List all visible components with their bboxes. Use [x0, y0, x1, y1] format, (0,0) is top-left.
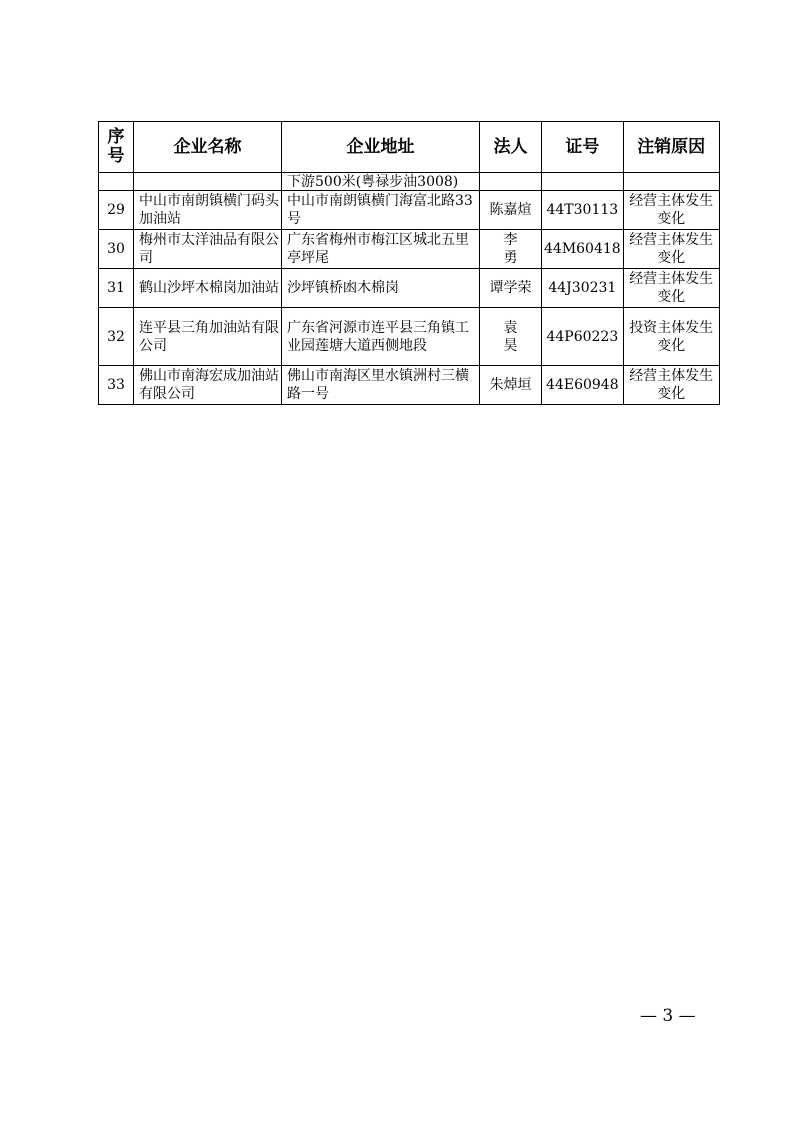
table-row — [99, 308, 720, 366]
cell-license-no — [542, 173, 624, 191]
cell-license-no: 44T30113 — [542, 191, 624, 230]
cell-legal-rep: 谭学荣 — [480, 269, 542, 308]
cell-legal-rep: 陈嘉煊 — [480, 191, 542, 230]
cell-license-no: 44E60948 — [542, 366, 624, 405]
cell-reason: 经营主体发生变化 — [623, 269, 719, 308]
cell-seq: 30 — [99, 230, 134, 269]
cell-company-name: 佛山市南海宏成加油站有限公司 — [134, 366, 282, 405]
header-reason: 注销原因 — [623, 122, 719, 173]
deregistration-table — [98, 121, 720, 405]
table-header-row — [99, 122, 720, 173]
cell-company-name: 鹤山沙坪木棉岗加油站 — [134, 269, 282, 308]
cell-company-name — [134, 173, 282, 191]
cell-company-address: 广东省梅州市梅江区城北五里亭坪尾 — [282, 230, 480, 269]
cell-company-address: 广东省河源市连平县三角镇工业园莲塘大道西侧地段 — [282, 308, 480, 366]
cell-company-address: 下游500米(粤禄步油3008) — [282, 173, 480, 191]
cell-reason: 经营主体发生变化 — [623, 191, 719, 230]
cell-legal-rep: 朱焯垣 — [480, 366, 542, 405]
header-company-address: 企业地址 — [282, 122, 480, 173]
cell-company-name: 连平县三角加油站有限公司 — [134, 308, 282, 366]
header-company-name: 企业名称 — [134, 122, 282, 173]
cell-company-address: 中山市南朗镇横门海富北路33号 — [282, 191, 480, 230]
cell-seq: 29 — [99, 191, 134, 230]
cell-company-name: 梅州市太洋油品有限公司 — [134, 230, 282, 269]
table-row — [99, 366, 720, 405]
cell-license-no: 44P60223 — [542, 308, 624, 366]
cell-seq — [99, 173, 134, 191]
cell-reason — [623, 173, 719, 191]
cell-reason: 投资主体发生变化 — [623, 308, 719, 366]
cell-company-address: 沙坪镇桥凼木棉岗 — [282, 269, 480, 308]
table-row-continuation — [99, 173, 720, 191]
cell-company-name: 中山市南朗镇横门码头加油站 — [134, 191, 282, 230]
cell-seq: 32 — [99, 308, 134, 366]
header-legal-rep: 法人 — [480, 122, 542, 173]
cell-reason: 经营主体发生变化 — [623, 230, 719, 269]
cell-company-address: 佛山市南海区里水镇洲村三横路一号 — [282, 366, 480, 405]
cell-license-no: 44M60418 — [542, 230, 624, 269]
cell-legal-rep — [480, 173, 542, 191]
table-row — [99, 191, 720, 230]
cell-seq: 33 — [99, 366, 134, 405]
header-license-no: 证号 — [542, 122, 624, 173]
header-seq: 序号 — [99, 122, 134, 173]
table-row — [99, 269, 720, 308]
cell-legal-rep: 袁昊 — [480, 308, 542, 366]
cell-seq: 31 — [99, 269, 134, 308]
page-number: — 3 — — [640, 1006, 696, 1026]
cell-legal-rep: 李勇 — [480, 230, 542, 269]
cell-license-no: 44J30231 — [542, 269, 624, 308]
table-row — [99, 230, 720, 269]
cell-reason: 经营主体发生变化 — [623, 366, 719, 405]
